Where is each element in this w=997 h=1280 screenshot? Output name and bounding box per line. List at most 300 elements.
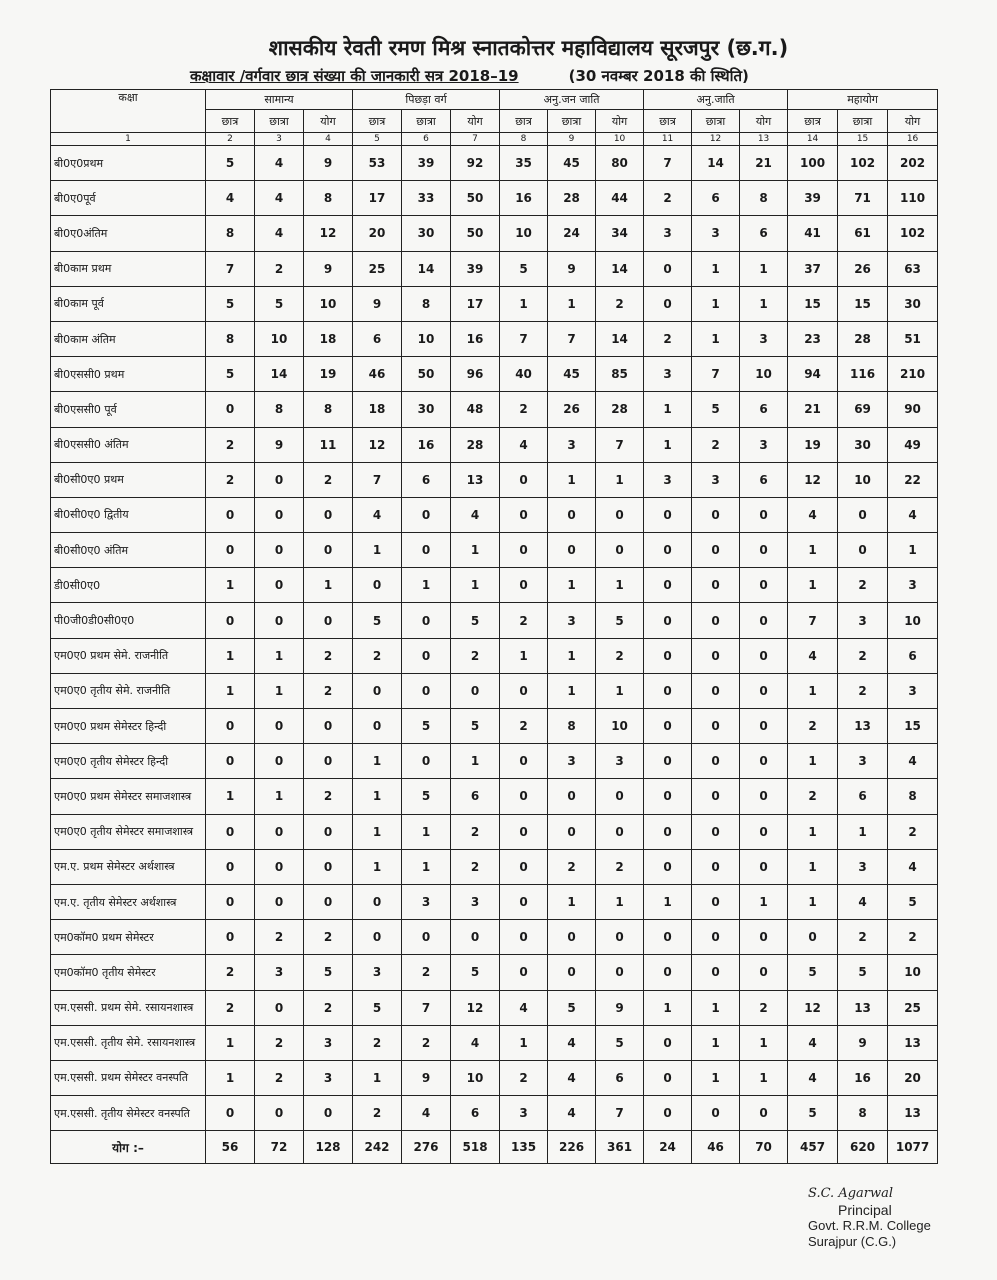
- column-number: 12: [692, 133, 740, 146]
- table-cell: 4: [402, 1096, 451, 1131]
- table-cell: 96: [451, 357, 500, 392]
- table-row: [51, 779, 938, 814]
- table-cell: 2: [304, 990, 353, 1025]
- sub-header-cell: छात्रा: [548, 110, 596, 133]
- table-cell: 0: [740, 1096, 788, 1131]
- table-cell: 0: [740, 955, 788, 990]
- table-cell: 2: [353, 1096, 402, 1131]
- table-cell: 1: [206, 1025, 255, 1060]
- table-cell: 1: [788, 884, 838, 919]
- table-cell: 30: [888, 286, 938, 321]
- table-row: [51, 849, 938, 884]
- table-cell: 30: [838, 427, 888, 462]
- table-cell: 1: [255, 673, 304, 708]
- table-cell: 1: [548, 673, 596, 708]
- table-cell: 1: [692, 251, 740, 286]
- table-cell: 2: [206, 462, 255, 497]
- table-row: [51, 462, 938, 497]
- table-cell: 1: [451, 568, 500, 603]
- table-cell: 30: [402, 216, 451, 251]
- table-row: [51, 181, 938, 216]
- table-cell: 3: [888, 568, 938, 603]
- table-cell: 14: [402, 251, 451, 286]
- total-row: [51, 1131, 938, 1164]
- column-number: 9: [548, 133, 596, 146]
- table-cell: 16: [838, 1060, 888, 1095]
- table-cell: 0: [692, 1096, 740, 1131]
- table-cell: 4: [888, 849, 938, 884]
- table-cell: 0: [500, 955, 548, 990]
- table-cell: 2: [206, 990, 255, 1025]
- table-cell: 0: [692, 920, 740, 955]
- table-cell: 0: [692, 603, 740, 638]
- table-cell: 0: [304, 814, 353, 849]
- table-cell: 1: [740, 884, 788, 919]
- table-cell: 0: [740, 779, 788, 814]
- table-cell: 5: [206, 357, 255, 392]
- table-cell: 0: [353, 920, 402, 955]
- table-cell: 0: [644, 849, 692, 884]
- table-cell: 1: [838, 814, 888, 849]
- table-cell: 3: [548, 744, 596, 779]
- table-cell: 4: [548, 1096, 596, 1131]
- table-cell: 0: [255, 990, 304, 1025]
- table-cell: 2: [888, 814, 938, 849]
- table-cell: 13: [838, 709, 888, 744]
- table-cell: 2: [255, 920, 304, 955]
- table-cell: 0: [500, 814, 548, 849]
- table-cell: 2: [838, 920, 888, 955]
- table-cell: 0: [304, 849, 353, 884]
- table-cell: 4: [888, 744, 938, 779]
- table-cell: 5: [353, 990, 402, 1025]
- column-number: 14: [788, 133, 838, 146]
- table-cell: 6: [596, 1060, 644, 1095]
- table-cell: 0: [740, 497, 788, 532]
- table-cell: 1: [548, 286, 596, 321]
- table-cell: 1: [888, 533, 938, 568]
- table-cell: 0: [740, 603, 788, 638]
- table-cell: 2: [644, 181, 692, 216]
- table-cell: 28: [838, 321, 888, 356]
- table-cell: 0: [206, 849, 255, 884]
- table-cell: 1: [206, 673, 255, 708]
- table-cell: 8: [206, 321, 255, 356]
- table-cell: 0: [644, 251, 692, 286]
- table-cell: 0: [740, 709, 788, 744]
- table-cell: 9: [353, 286, 402, 321]
- table-cell: 1: [402, 568, 451, 603]
- table-cell: 9: [402, 1060, 451, 1095]
- table-cell: 0: [402, 744, 451, 779]
- table-cell: 2: [304, 638, 353, 673]
- class-label: एम0ए0 तृतीय सेमेस्टर समाजशास्त्र: [51, 814, 206, 849]
- table-cell: 0: [255, 603, 304, 638]
- table-cell: 23: [788, 321, 838, 356]
- table-cell: 0: [596, 955, 644, 990]
- table-row: [51, 990, 938, 1025]
- table-cell: 0: [596, 779, 644, 814]
- table-cell: 12: [788, 990, 838, 1025]
- table-cell: 4: [548, 1060, 596, 1095]
- table-cell: 0: [353, 673, 402, 708]
- table-cell: 1: [788, 814, 838, 849]
- table-cell: 2: [788, 779, 838, 814]
- table-cell: 0: [644, 955, 692, 990]
- table-cell: 0: [644, 638, 692, 673]
- table-cell: 9: [304, 146, 353, 181]
- table-cell: 0: [548, 779, 596, 814]
- table-cell: 2: [596, 286, 644, 321]
- table-cell: 0: [740, 533, 788, 568]
- sub-header-cell: छात्र: [206, 110, 255, 133]
- table-cell: 0: [740, 814, 788, 849]
- class-label: बी0काम अंतिम: [51, 321, 206, 356]
- sub-header-cell: छात्रा: [692, 110, 740, 133]
- sub-header-cell: छात्रा: [402, 110, 451, 133]
- class-label: पी0जी0डी0सी0ए0: [51, 603, 206, 638]
- table-cell: 25: [353, 251, 402, 286]
- table-cell: 1: [500, 1025, 548, 1060]
- table-cell: 6: [451, 1096, 500, 1131]
- table-cell: 0: [548, 920, 596, 955]
- table-cell: 2: [500, 709, 548, 744]
- table-row: [51, 884, 938, 919]
- table-cell: 5: [451, 955, 500, 990]
- class-label: एम0ए0 प्रथम सेमे. राजनीति: [51, 638, 206, 673]
- table-cell: 16: [451, 321, 500, 356]
- table-cell: 22: [888, 462, 938, 497]
- table-cell: 50: [402, 357, 451, 392]
- table-cell: 2: [548, 849, 596, 884]
- table-cell: 17: [353, 181, 402, 216]
- table-cell: 2: [451, 814, 500, 849]
- table-cell: 5: [206, 286, 255, 321]
- table-cell: 0: [255, 709, 304, 744]
- table-cell: 7: [206, 251, 255, 286]
- class-header: कक्षा: [51, 90, 206, 133]
- table-row: [51, 744, 938, 779]
- table-cell: 2: [255, 1060, 304, 1095]
- class-label: एम0कॉम0 तृतीय सेमेस्टर: [51, 955, 206, 990]
- table-cell: 0: [451, 920, 500, 955]
- class-label: एम.एससी. प्रथम सेमेस्टर वनस्पति: [51, 1060, 206, 1095]
- table-cell: 10: [838, 462, 888, 497]
- subtitle-text: कक्षावार /वर्गवार छात्र संख्या की जानकारी सत्र 2018–19: [190, 67, 519, 85]
- table-cell: 0: [548, 533, 596, 568]
- table-cell: 0: [500, 849, 548, 884]
- table-cell: 39: [788, 181, 838, 216]
- table-row: [51, 638, 938, 673]
- table-cell: 0: [692, 779, 740, 814]
- class-label: एम0ए0 प्रथम सेमेस्टर हिन्दी: [51, 709, 206, 744]
- table-cell: 2: [206, 955, 255, 990]
- table-cell: 1: [451, 744, 500, 779]
- table-cell: 1: [788, 849, 838, 884]
- table-cell: 0: [644, 920, 692, 955]
- table-cell: 4: [500, 990, 548, 1025]
- table-cell: 0: [838, 497, 888, 532]
- table-cell: 5: [206, 146, 255, 181]
- table-cell: 2: [838, 568, 888, 603]
- table-cell: 1: [740, 251, 788, 286]
- table-cell: 4: [451, 1025, 500, 1060]
- table-cell: 1: [596, 884, 644, 919]
- table-cell: 0: [500, 673, 548, 708]
- total-cell: 242: [353, 1131, 402, 1164]
- table-cell: 0: [353, 884, 402, 919]
- table-cell: 3: [692, 462, 740, 497]
- table-cell: 2: [402, 1025, 451, 1060]
- table-cell: 1: [740, 1060, 788, 1095]
- table-cell: 0: [206, 744, 255, 779]
- table-cell: 1: [402, 849, 451, 884]
- status-date: (30 नवम्बर 2018 की स्थिति): [568, 67, 749, 85]
- table-row: [51, 533, 938, 568]
- table-cell: 0: [548, 497, 596, 532]
- table-cell: 1: [548, 568, 596, 603]
- table-cell: 85: [596, 357, 644, 392]
- table-cell: 3: [402, 884, 451, 919]
- table-cell: 1: [644, 990, 692, 1025]
- table-row: [51, 955, 938, 990]
- table-cell: 2: [596, 849, 644, 884]
- table-cell: 3: [548, 427, 596, 462]
- table-cell: 6: [740, 392, 788, 427]
- class-label: बी0एससी0 पूर्व: [51, 392, 206, 427]
- table-cell: 7: [596, 427, 644, 462]
- table-cell: 202: [888, 146, 938, 181]
- table-cell: 2: [740, 990, 788, 1025]
- table-cell: 1: [692, 990, 740, 1025]
- table-cell: 3: [644, 462, 692, 497]
- table-cell: 1: [740, 286, 788, 321]
- class-label: बी0सी0ए0 द्वितीय: [51, 497, 206, 532]
- table-cell: 4: [838, 884, 888, 919]
- table-cell: 0: [206, 603, 255, 638]
- table-cell: 1: [206, 1060, 255, 1095]
- table-cell: 0: [644, 286, 692, 321]
- table-cell: 0: [692, 533, 740, 568]
- table-cell: 1: [692, 321, 740, 356]
- table-cell: 9: [596, 990, 644, 1025]
- table-cell: 0: [402, 603, 451, 638]
- table-cell: 0: [692, 638, 740, 673]
- total-cell: 72: [255, 1131, 304, 1164]
- table-cell: 0: [451, 673, 500, 708]
- table-cell: 2: [353, 1025, 402, 1060]
- table-cell: 0: [788, 920, 838, 955]
- table-cell: 1: [451, 533, 500, 568]
- table-cell: 0: [500, 568, 548, 603]
- table-cell: 50: [451, 181, 500, 216]
- table-cell: 1: [644, 884, 692, 919]
- table-cell: 0: [402, 673, 451, 708]
- table-cell: 0: [304, 497, 353, 532]
- table-cell: 5: [548, 990, 596, 1025]
- table-cell: 1: [206, 568, 255, 603]
- table-cell: 1: [548, 462, 596, 497]
- table-cell: 0: [206, 709, 255, 744]
- table-row: [51, 709, 938, 744]
- table-cell: 35: [500, 146, 548, 181]
- table-cell: 19: [304, 357, 353, 392]
- table-cell: 7: [788, 603, 838, 638]
- table-cell: 94: [788, 357, 838, 392]
- table-cell: 5: [596, 603, 644, 638]
- column-number: 4: [304, 133, 353, 146]
- table-cell: 100: [788, 146, 838, 181]
- table-cell: 39: [451, 251, 500, 286]
- sub-header-cell: छात्र: [788, 110, 838, 133]
- table-cell: 0: [500, 533, 548, 568]
- table-cell: 0: [304, 533, 353, 568]
- table-cell: 6: [451, 779, 500, 814]
- table-cell: 5: [692, 392, 740, 427]
- table-cell: 0: [692, 814, 740, 849]
- table-cell: 5: [451, 709, 500, 744]
- table-cell: 1: [255, 638, 304, 673]
- table-cell: 1: [353, 849, 402, 884]
- table-cell: 25: [888, 990, 938, 1025]
- table-cell: 0: [255, 849, 304, 884]
- table-cell: 4: [206, 181, 255, 216]
- table-cell: 16: [500, 181, 548, 216]
- table-cell: 3: [888, 673, 938, 708]
- table-cell: 0: [596, 497, 644, 532]
- table-cell: 1: [596, 568, 644, 603]
- table-cell: 20: [888, 1060, 938, 1095]
- table-cell: 0: [644, 497, 692, 532]
- table-cell: 7: [353, 462, 402, 497]
- table-cell: 1: [596, 462, 644, 497]
- table-cell: 8: [304, 392, 353, 427]
- class-label: एम0ए0 प्रथम सेमेस्टर समाजशास्त्र: [51, 779, 206, 814]
- column-number: 7: [451, 133, 500, 146]
- table-cell: 0: [304, 1096, 353, 1131]
- table-cell: 3: [255, 955, 304, 990]
- table-cell: 1: [548, 638, 596, 673]
- table-cell: 0: [644, 1096, 692, 1131]
- table-cell: 1: [692, 1025, 740, 1060]
- sub-header-cell: योग: [304, 110, 353, 133]
- table-cell: 6: [838, 779, 888, 814]
- table-cell: 3: [644, 216, 692, 251]
- table-cell: 0: [255, 533, 304, 568]
- table-cell: 16: [402, 427, 451, 462]
- table-cell: 21: [740, 146, 788, 181]
- table-cell: 17: [451, 286, 500, 321]
- class-label: एम.एससी. तृतीय सेमे. रसायनशास्त्र: [51, 1025, 206, 1060]
- table-cell: 0: [353, 568, 402, 603]
- class-label: बी0एससी0 अंतिम: [51, 427, 206, 462]
- table-cell: 0: [500, 779, 548, 814]
- table-cell: 26: [838, 251, 888, 286]
- table-cell: 21: [788, 392, 838, 427]
- table-cell: 41: [788, 216, 838, 251]
- column-number: 10: [596, 133, 644, 146]
- table-cell: 0: [206, 1096, 255, 1131]
- table-cell: 1: [788, 568, 838, 603]
- sub-header-cell: योग: [451, 110, 500, 133]
- table-cell: 0: [692, 709, 740, 744]
- column-number-row: [51, 133, 938, 146]
- table-cell: 12: [353, 427, 402, 462]
- table-cell: 8: [402, 286, 451, 321]
- table-cell: 1: [692, 1060, 740, 1095]
- table-cell: 7: [644, 146, 692, 181]
- table-cell: 3: [451, 884, 500, 919]
- table-row: [51, 392, 938, 427]
- table-cell: 0: [740, 568, 788, 603]
- class-label: एम.ए. प्रथम सेमेस्टर अर्थशास्त्र: [51, 849, 206, 884]
- table-row: [51, 814, 938, 849]
- table-row: [51, 673, 938, 708]
- table-cell: 33: [402, 181, 451, 216]
- table-cell: 0: [548, 955, 596, 990]
- sub-header-cell: छात्र: [644, 110, 692, 133]
- total-cell: 128: [304, 1131, 353, 1164]
- table-cell: 5: [596, 1025, 644, 1060]
- table-cell: 28: [596, 392, 644, 427]
- table-cell: 0: [255, 814, 304, 849]
- column-number: 13: [740, 133, 788, 146]
- table-cell: 18: [304, 321, 353, 356]
- table-cell: 4: [788, 497, 838, 532]
- table-cell: 8: [740, 181, 788, 216]
- table-cell: 6: [353, 321, 402, 356]
- table-cell: 110: [888, 181, 938, 216]
- table-cell: 1: [788, 533, 838, 568]
- table-cell: 0: [596, 533, 644, 568]
- table-cell: 2: [500, 392, 548, 427]
- table-cell: 15: [888, 709, 938, 744]
- table-cell: 0: [692, 744, 740, 779]
- total-cell: 56: [206, 1131, 255, 1164]
- table-row: [51, 146, 938, 181]
- group-header-grand-total: महायोग: [788, 90, 938, 110]
- table-cell: 1: [353, 1060, 402, 1095]
- table-cell: 3: [548, 603, 596, 638]
- total-label: योग :–: [51, 1131, 206, 1164]
- table-cell: 0: [255, 568, 304, 603]
- table-cell: 13: [838, 990, 888, 1025]
- table-cell: 102: [838, 146, 888, 181]
- table-cell: 80: [596, 146, 644, 181]
- table-cell: 4: [788, 638, 838, 673]
- table-cell: 4: [548, 1025, 596, 1060]
- class-label: एम.एससी. तृतीय सेमेस्टर वनस्पति: [51, 1096, 206, 1131]
- table-cell: 69: [838, 392, 888, 427]
- table-cell: 0: [206, 392, 255, 427]
- class-label: बी0ए0पूर्व: [51, 181, 206, 216]
- total-cell: 457: [788, 1131, 838, 1164]
- table-cell: 0: [500, 920, 548, 955]
- table-cell: 0: [548, 814, 596, 849]
- table-cell: 0: [692, 673, 740, 708]
- table-cell: 12: [788, 462, 838, 497]
- table-row: [51, 1096, 938, 1131]
- class-label: बी0काम पूर्व: [51, 286, 206, 321]
- table-row: [51, 1025, 938, 1060]
- enrollment-table-wrap: [50, 89, 937, 1164]
- table-cell: 10: [888, 603, 938, 638]
- table-cell: 0: [644, 1025, 692, 1060]
- table-cell: 8: [255, 392, 304, 427]
- table-cell: 10: [402, 321, 451, 356]
- table-cell: 1: [353, 744, 402, 779]
- total-cell: 518: [451, 1131, 500, 1164]
